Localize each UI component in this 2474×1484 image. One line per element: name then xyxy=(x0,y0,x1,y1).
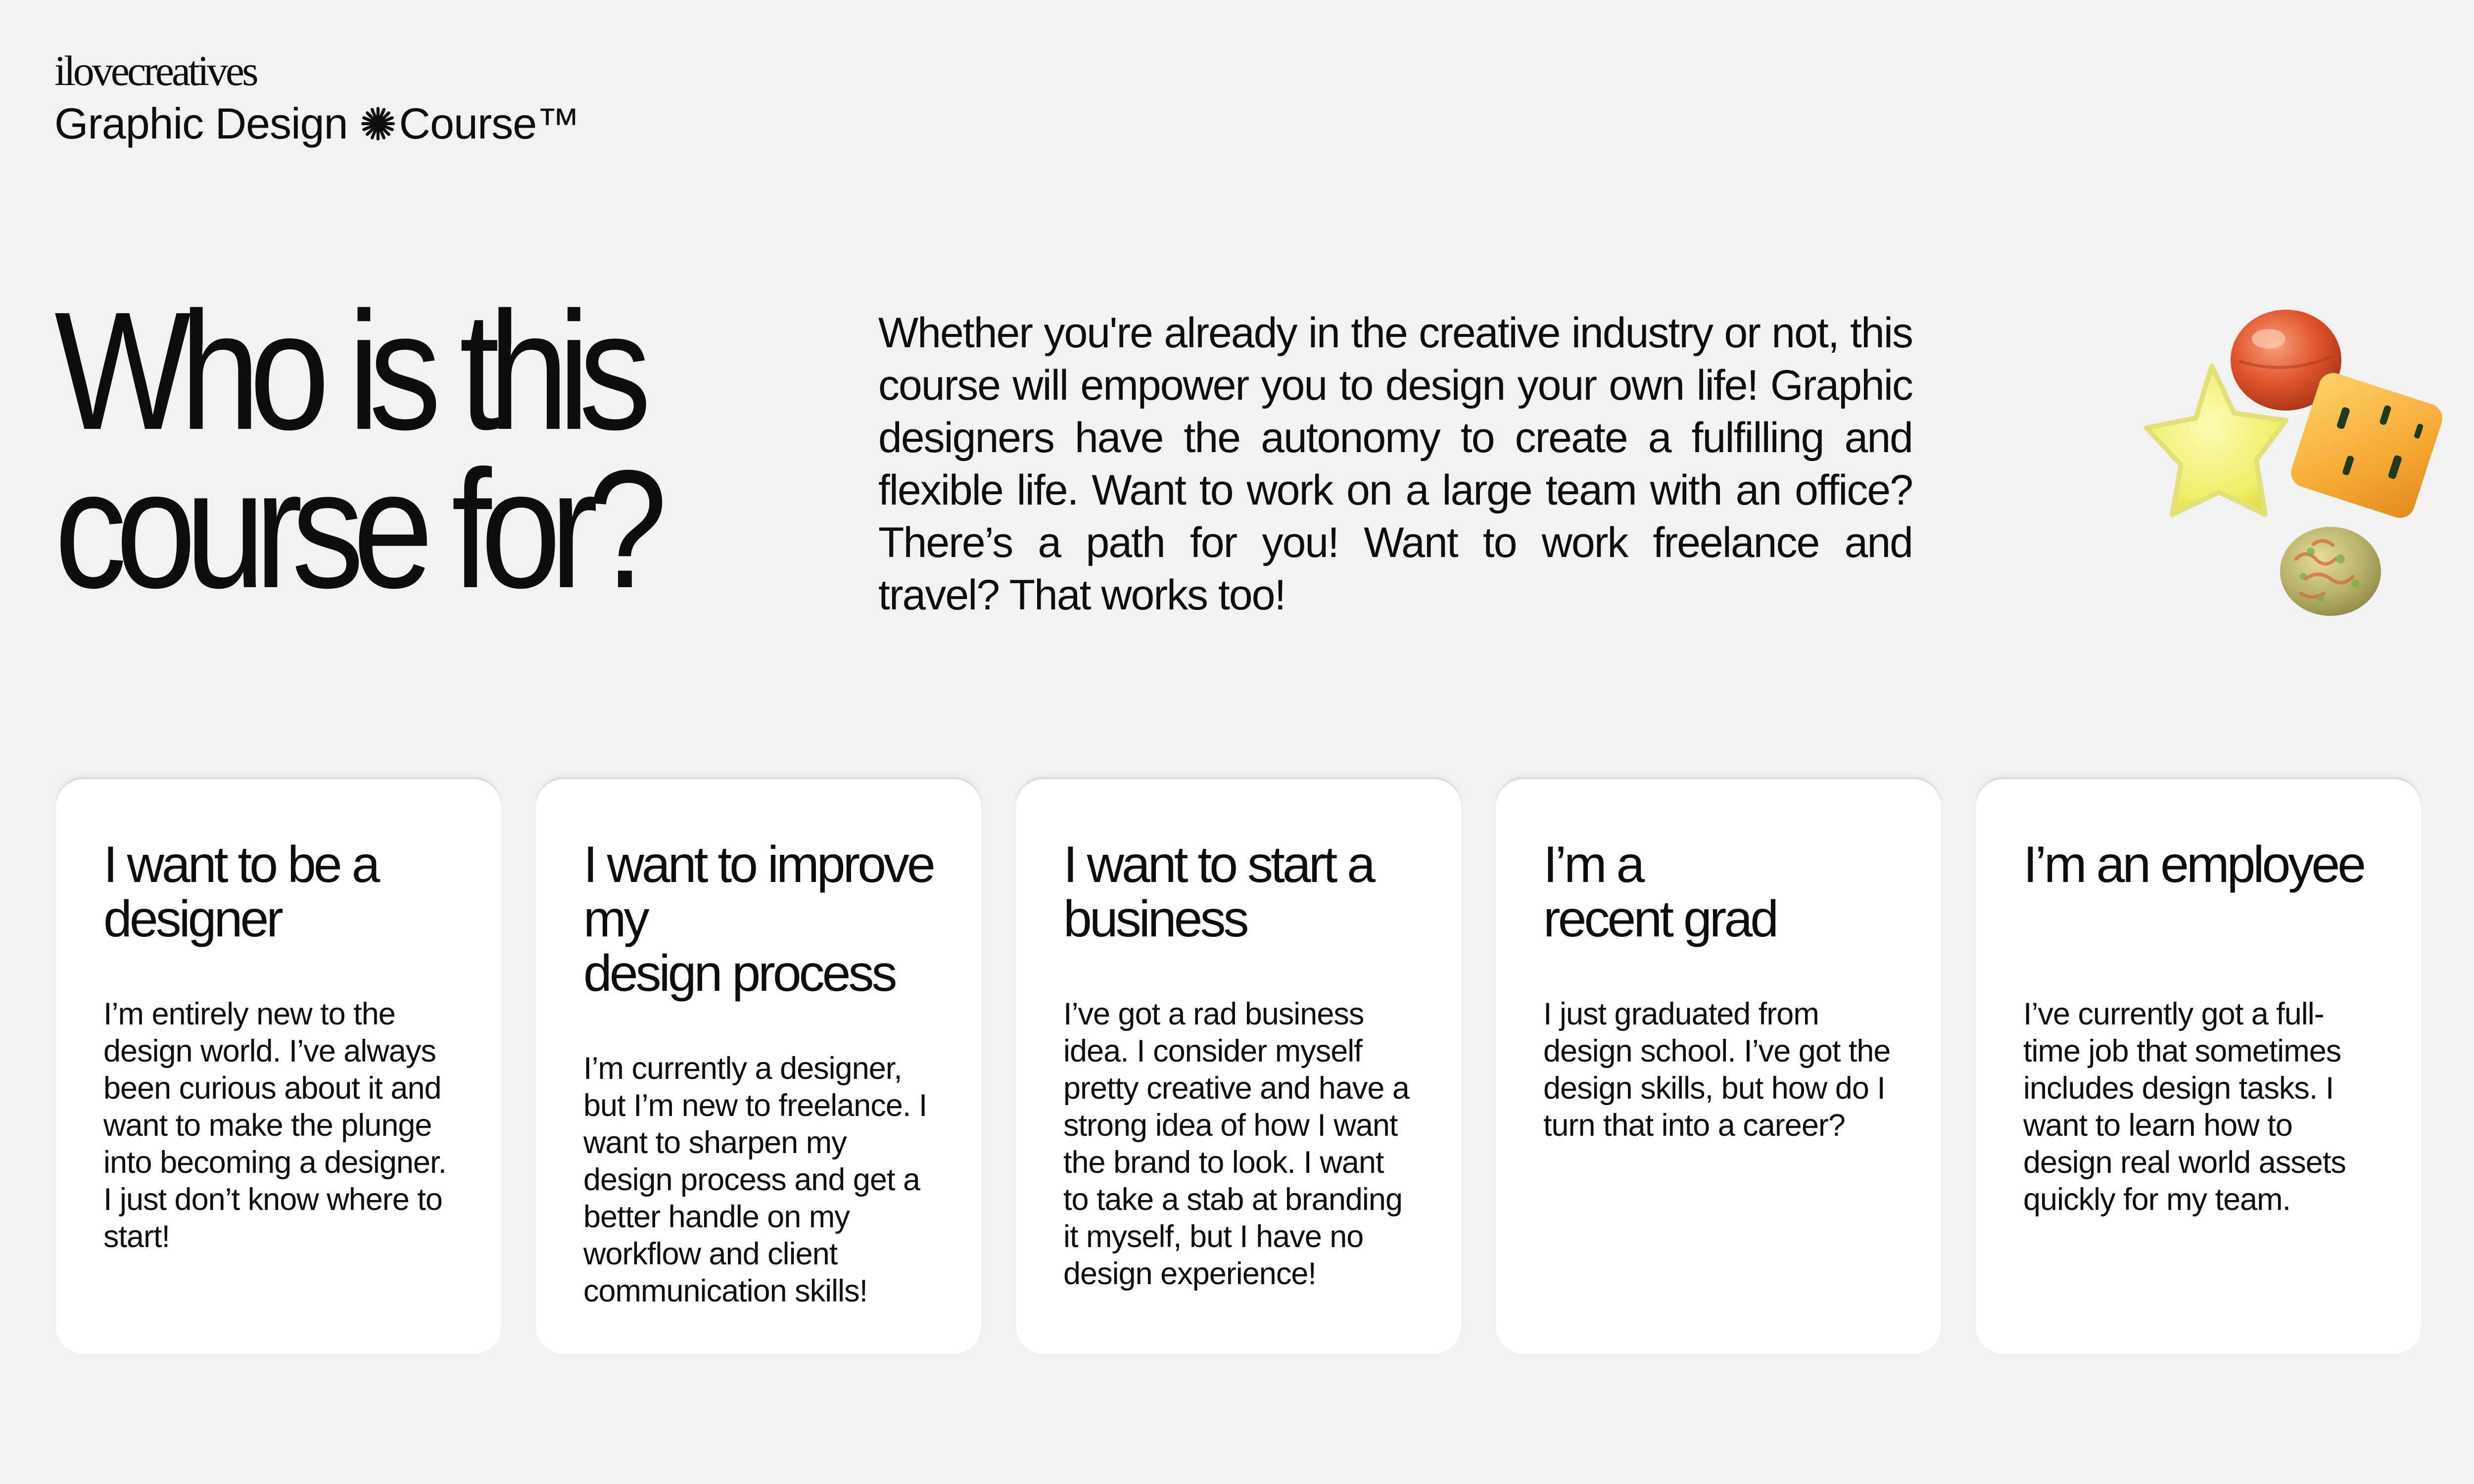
asterisk-star-icon xyxy=(361,106,395,141)
card-start-business xyxy=(1016,779,1461,1354)
card-description: I just graduated from design school. I’ve got the design skills, but how do I turn that into a career? xyxy=(1543,997,1891,1143)
card-title: I’m a recent grad xyxy=(1543,836,1777,948)
card-description: I’m currently a designer, but I’m new to freelance. I want to sharpen my design process and get a better handle on my workflow and client communication skills! xyxy=(583,1051,927,1308)
card-title: I want to start a business xyxy=(1063,836,1373,948)
course-name xyxy=(54,99,580,148)
course-name-suffix: Course™ xyxy=(399,99,580,148)
card-employee xyxy=(1976,779,2421,1354)
brand-logo: ilovecreatives xyxy=(54,47,256,94)
card-description: I’ve got a rad business idea. I consider myself pretty creative and have a strong idea of how I want the brand to look. I want to take a stab at branding it myself, but I have no design experience! xyxy=(1063,997,1409,1291)
card-title: I want to be a designer xyxy=(103,836,378,948)
card-title: I’m an employee xyxy=(2023,836,2364,893)
audience-cards xyxy=(56,779,2421,1354)
course-name-prefix: Graphic Design xyxy=(54,99,348,148)
card-description: I’ve currently got a full-time job that sometimes includes design tasks. I want to learn how to design real world assets quickly for my team. xyxy=(2023,997,2346,1217)
page-title-line-1: Who is this xyxy=(54,277,640,465)
card-title: I want to improve my design process xyxy=(583,836,933,1002)
card-recent-grad xyxy=(1496,779,1941,1354)
page-title-line-2: course for? xyxy=(54,435,657,623)
card-aspiring-designer xyxy=(56,779,501,1354)
card-improve-process xyxy=(536,779,981,1354)
page-title xyxy=(54,277,863,623)
intro-paragraph: Whether you're already in the creative industry or not, this course will empower you to design your own life! Graphic designers have the autonomy to create a fulfilling and flexible life. Want to work on a large team with an office? There’s a path for you! Want to work freelance and travel? That works too! xyxy=(878,309,1912,619)
brand-header xyxy=(54,47,580,148)
card-description: I’m entirely new to the design world. I’ve always been curious about it and want to make the plunge into becoming a designer. I just don’t know where to start! xyxy=(103,997,446,1254)
snacks-illustration xyxy=(2138,302,2459,623)
